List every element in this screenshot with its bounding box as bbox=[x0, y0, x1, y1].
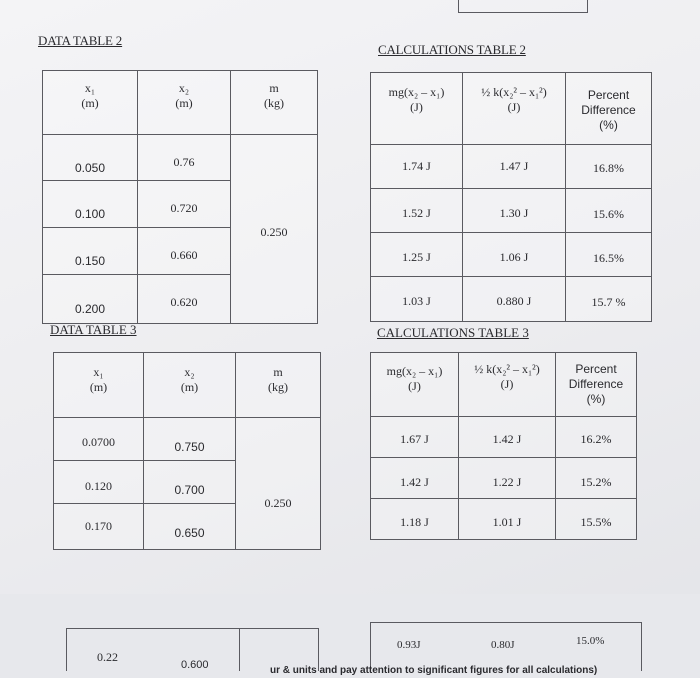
calc-row-box bbox=[370, 622, 642, 671]
header-percent-difference: Percent Difference (%) bbox=[566, 73, 651, 145]
x1-cell: 0.170 bbox=[54, 504, 144, 549]
pct-cell: 16.8% bbox=[566, 145, 651, 189]
pe-cell: 1.42 J bbox=[371, 458, 459, 499]
pct-cell: 15.7 % bbox=[591, 295, 626, 309]
x2-cell: 0.720 bbox=[138, 181, 231, 228]
se-cell: 1.47 J bbox=[463, 145, 566, 189]
pct-cell: 16.2% bbox=[556, 417, 636, 458]
data-table-3 bbox=[53, 352, 321, 550]
x2-cell: 0.750 bbox=[144, 418, 236, 461]
x1-cell: 0.0700 bbox=[54, 418, 144, 461]
pct-cell: 15.5% bbox=[580, 515, 612, 529]
header-m: m (kg) bbox=[231, 71, 317, 135]
x1-cell: 0.120 bbox=[54, 461, 144, 504]
pct-cell: 16.5% bbox=[566, 233, 651, 277]
header-spring-energy: ½ k(x₂² – x₁²) (J) bbox=[459, 353, 556, 417]
se-cell: 1.42 J bbox=[459, 417, 556, 458]
header-x2: x₂ (m) bbox=[138, 71, 231, 135]
x2-cell: 0.620 bbox=[138, 275, 231, 323]
se-cell: 1.06 J bbox=[463, 233, 566, 277]
pe-cell: 0.93J bbox=[397, 639, 421, 651]
lower-page bbox=[0, 594, 700, 678]
x2-cell: 0.660 bbox=[138, 228, 231, 275]
calc-table-2 bbox=[370, 72, 652, 322]
instructions-note: ur & units and pay attention to significant figures for all calculations) bbox=[270, 665, 598, 676]
header-m: m (kg) bbox=[236, 353, 320, 418]
header-x1: x₁ (m) bbox=[43, 71, 138, 135]
x1-cell: 0.100 bbox=[43, 181, 138, 228]
header-percent-difference: Percent Difference (%) bbox=[556, 353, 636, 417]
header-x1: x₁ (m) bbox=[54, 353, 144, 418]
x2-cell: 0.600 bbox=[181, 659, 209, 671]
pe-cell: 1.67 J bbox=[371, 417, 459, 458]
header-potential-energy: mg(x₂ – x₁) (J) bbox=[371, 353, 459, 417]
pe-cell: 1.25 J bbox=[371, 233, 463, 277]
mass-cell: 0.250 bbox=[260, 225, 288, 239]
x2-cell: 0.650 bbox=[144, 504, 236, 549]
se-cell: 0.80J bbox=[491, 639, 515, 651]
x2-cell: 0.76 bbox=[138, 135, 231, 181]
pe-cell: 1.18 J bbox=[371, 499, 459, 539]
data-table-2-title: DATA TABLE 2 bbox=[38, 33, 123, 48]
se-cell: 0.880 J bbox=[463, 277, 566, 321]
data-table-3-title: DATA TABLE 3 bbox=[50, 322, 137, 337]
x1-cell: 0.22 bbox=[97, 650, 118, 664]
data-row-box bbox=[66, 628, 240, 671]
x2-cell: 0.700 bbox=[144, 461, 236, 504]
header-spring-energy: ½ k(x₂² – x₁²) (J) bbox=[463, 73, 566, 145]
x1-cell: 0.050 bbox=[43, 135, 138, 181]
pe-cell: 1.74 J bbox=[371, 145, 463, 189]
se-cell: 1.22 J bbox=[459, 458, 556, 499]
calc-table-3-title: CALCULATIONS TABLE 3 bbox=[377, 325, 529, 340]
pct-cell: 15.2% bbox=[556, 458, 636, 499]
x1-cell: 0.150 bbox=[43, 228, 138, 275]
pct-cell: 15.0% bbox=[576, 635, 605, 647]
data-table-2 bbox=[42, 70, 318, 324]
calc-table-2-title: CALCULATIONS TABLE 2 bbox=[378, 42, 526, 57]
header-potential-energy: mg(x₂ – x₁) (J) bbox=[371, 73, 463, 145]
previous-table-fragment bbox=[458, 0, 588, 13]
pe-cell: 1.52 J bbox=[371, 189, 463, 233]
se-cell: 1.30 J bbox=[463, 189, 566, 233]
pct-cell: 15.6% bbox=[566, 189, 651, 233]
se-cell: 1.01 J bbox=[459, 499, 556, 539]
header-x2: x₂ (m) bbox=[144, 353, 236, 418]
pe-cell: 1.03 J bbox=[371, 277, 463, 321]
mass-cell: 0.250 bbox=[264, 496, 292, 510]
x1-cell: 0.200 bbox=[43, 275, 138, 323]
calc-table-3 bbox=[370, 352, 637, 540]
